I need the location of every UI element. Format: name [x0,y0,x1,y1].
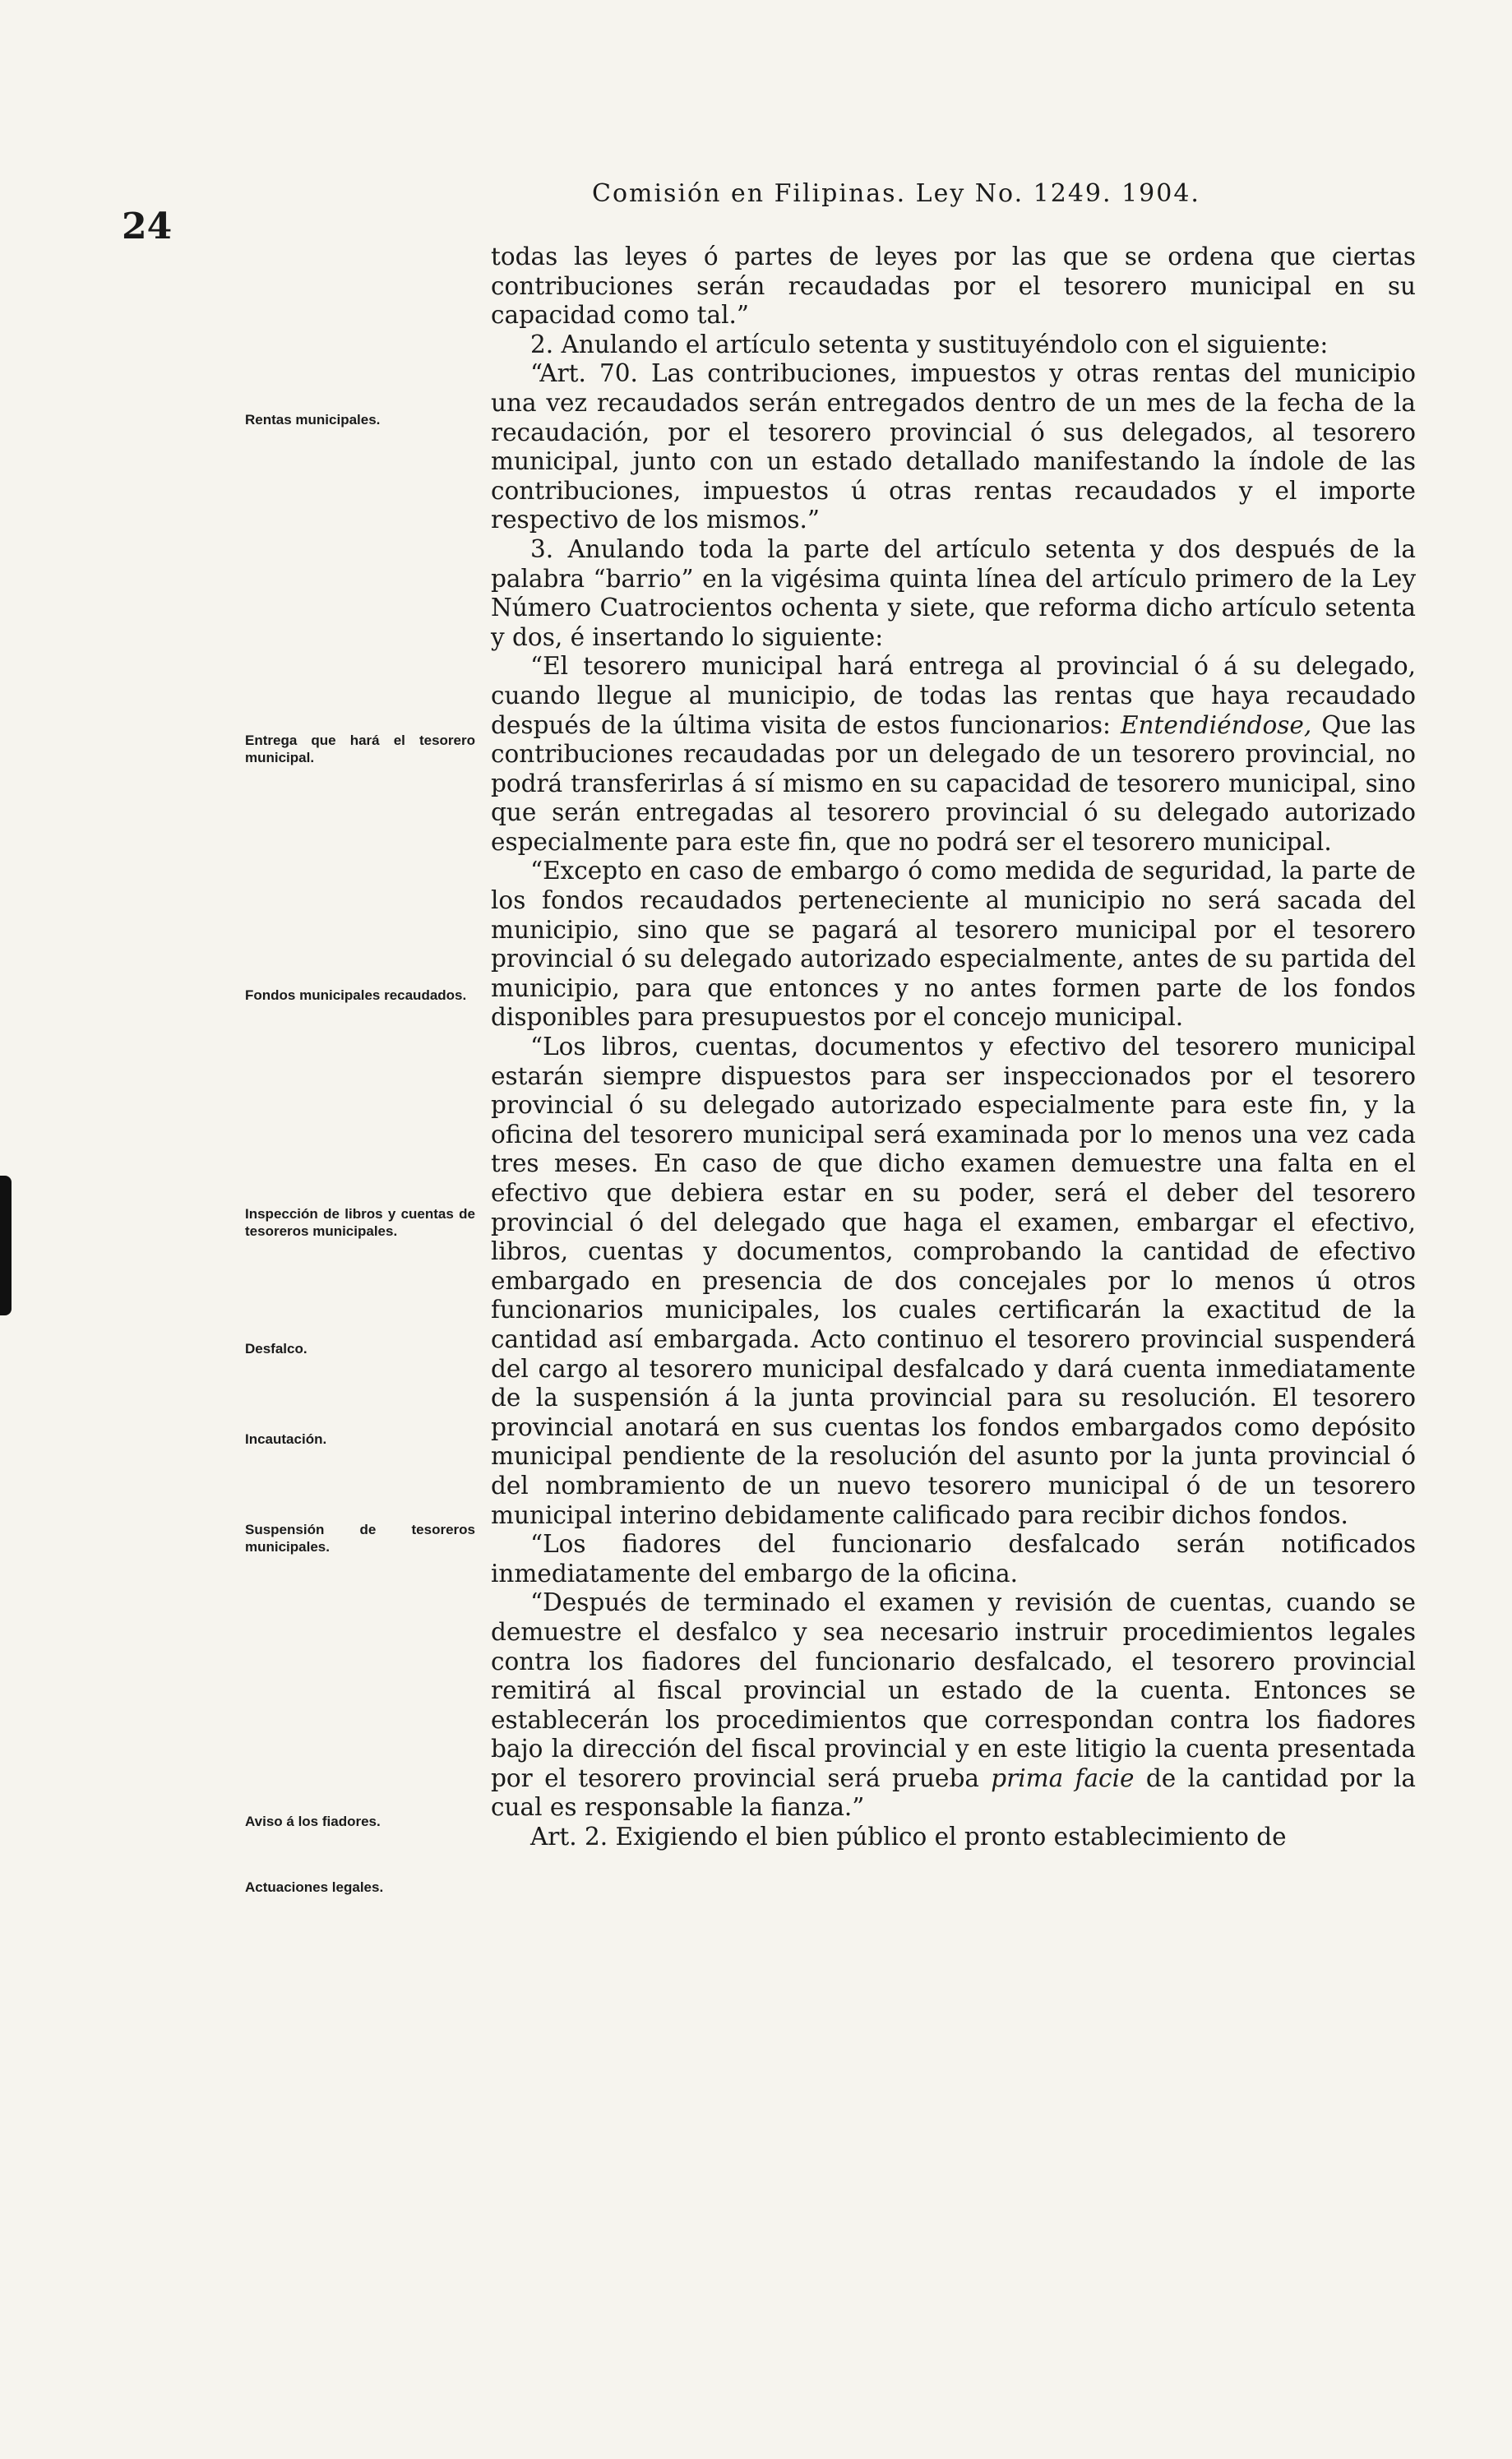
margin-note-entrega: Entrega que hará el tesorero municipal. [245,733,475,765]
paragraph-5-end: Que las contribuciones recaudadas por un delegado de un tesorero provincial, no podrá transferirlas á sí mismo en su capacidad de tesorero municipal, sino que serán entregadas al tesorero provincial ó su delegado autorizado especialmente para este fin, que no podrá ser el tesorero municipal. [491,710,1416,856]
paragraph-1: todas las leyes ó partes de leyes por las que se ordena que ciertas contribuciones serán recaudadas por el tesorero municipal en su capacidad como tal.” [491,243,1416,330]
paragraph-9-end: de la cantidad por la cual es responsable la fianza.” [491,1763,1416,1822]
paragraph-4: 3. Anulando toda la parte del artículo setenta y dos después de la palabra “barrio” en la vigésima quinta línea del artículo primero de la Ley Número Cuatrocientos ochenta y siete, que reforma dicho artículo setenta y dos, é insertando lo siguiente: [491,534,1416,651]
margin-note-actuaciones: Actuaciones legales. [245,1879,384,1895]
margin-note-rentas: Rentas municipales. [245,412,381,428]
prima-facie-italic: prima facie [991,1763,1135,1792]
margin-note-inspeccion: Inspección de libros y cuentas de tesoreros municipales. [245,1206,475,1239]
paragraph-8: “Los fiadores del funcionario desfalcado serán notificados inmediatamente del embargo de la oficina. [491,1530,1416,1588]
paragraph-3: “Art. 70. Las contribuciones, impuestos y otras rentas del municipio una vez recaudados serán entregados dentro de un mes de la fecha de la recaudación, por el tesorero provincial ó sus delegados, al tesorero municipal, junto con un estado detallado manifestando la índole de las contribuciones, impuestos ú otras rentas recaudados y el importe respectivo de los mismos.” [491,359,1416,534]
paragraph-2: 2. Anulando el artículo setenta y sustituyéndolo con el siguiente: [530,330,1329,358]
binding-shadow [0,1176,12,1315]
body-text [491,243,1416,1852]
margin-note-suspension: Suspensión de tesoreros municipales. [245,1522,475,1555]
margin-note-incautacion: Incautación. [245,1431,327,1447]
paragraph-6: “Excepto en caso de embargo ó como medida de seguridad, la parte de los fondos recaudados perteneciente al municipio no será sacada del municipio, sino que se pagará al tesorero municipal por el tesorero provincial ó su delegado autorizado especialmente, antes de su partida del municipio, para que entonces y no antes formen parte de los fondos disponibles para presupuestos por el concejo municipal. [491,857,1416,1032]
proviso-italic: Entendiéndose, [1120,710,1312,739]
paragraph-5-start: “El tesorero municipal hará entrega al provincial ó á su delegado, cuando llegue al municipio, de todas las rentas que haya recaudado después de la última visita de estos funcionarios: [491,652,1416,739]
paragraph-9 [491,1588,1416,1823]
paragraph-9-start: “Después de terminado el examen y revisión de cuentas, cuando se demuestre el desfalco y sea necesario instruir procedimientos legales contra los fiadores del funcionario desfalcado, el tesorero provincial remitirá al fiscal provincial un estado de la cuenta. Entonces se establecerán los procedimientos que correspondan contra los fiadores bajo la dirección del fiscal provincial y en este litigio la cuenta presentada por el tesorero provincial será prueba [491,1588,1416,1792]
paragraph-7: “Los libros, cuentas, documentos y efectivo del tesorero municipal estarán siempre dispuestos para ser inspeccionados por el tesorero provincial ó su delegado autorizado especialmente para este fin, y la oficina del tesorero municipal será examinada por lo menos una vez cada tres meses. En caso de que dicho examen demuestre una falta en el efectivo que debiera estar en su poder, será el deber del tesorero provincial ó del delegado que haga el examen, embargar el efectivo, libros, cuentas y documentos, comprobando la cantidad de efectivo embargado en presencia de dos concejales por lo menos ú otros funcionarios municipales, los cuales certificarán la exactitud de la cantidad así embargada. Acto continuo el tesorero provincial suspenderá del cargo al tesorero municipal desfalcado y dará cuenta inmediatamente de la suspensión á la junta provincial para su resolución. El tesorero provincial anotará en sus cuentas los fondos embargados como depósito municipal pendiente de la resolución del asunto por la junta provincial ó del nombramiento de un nuevo tesorero municipal ó de un tesorero municipal interino debidamente calificado para recibir dichos fondos. [491,1033,1416,1529]
paragraph-10: Art. 2. Exigiendo el bien público el pronto establecimiento de [530,1823,1287,1851]
paragraph-5 [491,652,1416,857]
margin-note-aviso: Aviso á los fiadores. [245,1814,381,1829]
running-head: Comisión en Filipinas. Ley No. 1249. 1904. [592,179,1200,208]
margin-note-desfalco: Desfalco. [245,1341,307,1357]
page-number: 24 [122,206,173,247]
margin-note-fondos: Fondos municipales recaudados. [245,987,467,1003]
